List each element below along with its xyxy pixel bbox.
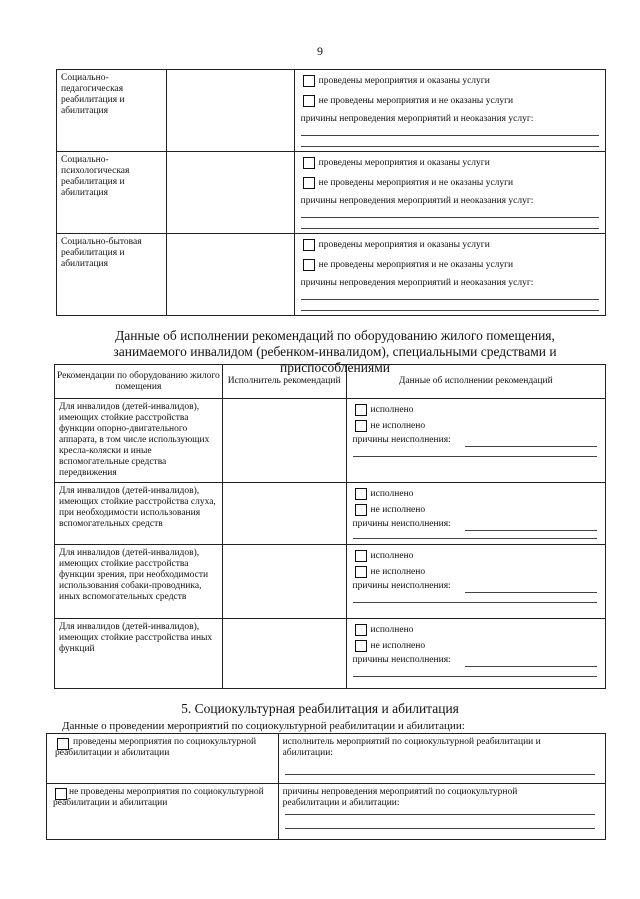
fill-line[interactable] [465, 666, 597, 667]
table-row [57, 70, 606, 152]
fill-line[interactable] [353, 602, 597, 603]
fill-line[interactable] [465, 530, 597, 531]
done-label: исполнено [370, 405, 414, 415]
header-executor: Исполнитель рекомендаций [222, 365, 346, 399]
not-done-checkbox[interactable] [303, 95, 315, 107]
reasons-label: причины непроведения мероприятий и неоказания услуг: [300, 114, 534, 124]
page-number: 9 [317, 44, 323, 58]
table-row [47, 734, 606, 784]
fill-line[interactable] [285, 814, 595, 815]
done-label: исполнено [370, 551, 414, 561]
section5-subtitle: Данные о проведении мероприятий по социокультурной реабилитации и абилитации: [62, 720, 465, 732]
not-done-label: не исполнено [370, 505, 426, 515]
fill-line[interactable] [301, 146, 599, 147]
equipment-heading: Данные об исполнении рекомендаций по оборудованию жилого помещения, занимаемого инвалидом (ребенком-инвалидом), специальными средствами и приспособлениями [113, 328, 557, 375]
fill-line[interactable] [465, 446, 597, 447]
fill-line[interactable] [301, 217, 599, 218]
equipment-label: Для инвалидов (детей-инвалидов), имеющих стойкие расстройства функции зрения, при необходимости использования собаки-проводника, иных вспомогательных средств [59, 548, 209, 602]
done-checkbox[interactable] [355, 550, 367, 562]
fill-line[interactable] [301, 299, 599, 300]
done-label: проведены мероприятия и оказаны услуги [318, 76, 490, 86]
done-checkbox[interactable] [355, 488, 367, 500]
table-row [47, 784, 606, 840]
not-done-checkbox[interactable] [355, 504, 367, 516]
done-checkbox[interactable] [303, 157, 315, 169]
not-done-label: не проведены мероприятия по социокультурной реабилитации и абилитации [53, 787, 264, 808]
reasons-label: причины непроведения мероприятий по социокультурной реабилитации и абилитации: [282, 787, 518, 808]
reasons-label: причины неисполнения: [352, 581, 451, 591]
not-done-checkbox[interactable] [355, 420, 367, 432]
done-checkbox[interactable] [355, 624, 367, 636]
not-done-checkbox[interactable] [355, 566, 367, 578]
rehab-table [56, 69, 606, 316]
not-done-checkbox[interactable] [303, 259, 315, 271]
table-row [55, 545, 606, 619]
fill-line[interactable] [285, 774, 595, 775]
fill-line[interactable] [285, 828, 595, 829]
equipment-label: Для инвалидов (детей-инвалидов), имеющих стойкие расстройства функции опорно-двигательного аппарата, в том числе использующих кресла-коляски и иные вспомогательные средства передвижения [59, 402, 210, 478]
done-label: проведены мероприятия по социокультурной реабилитации и абилитации [55, 737, 257, 758]
not-done-checkbox[interactable] [303, 177, 315, 189]
done-label: проведены мероприятия и оказаны услуги [318, 240, 490, 250]
table-row [55, 399, 606, 483]
done-label: исполнено [370, 489, 414, 499]
fill-line[interactable] [301, 310, 599, 311]
fill-line[interactable] [465, 592, 597, 593]
rehab-label: Социально-педагогическая реабилитация и абилитация [61, 73, 125, 116]
fill-line[interactable] [301, 135, 599, 136]
not-done-label: не исполнено [370, 641, 426, 651]
reasons-label: причины непроведения мероприятий и неоказания услуг: [300, 196, 534, 206]
done-label: исполнено [370, 625, 414, 635]
fill-line[interactable] [353, 538, 597, 539]
not-done-label: не исполнено [370, 421, 426, 431]
not-done-checkbox[interactable] [355, 640, 367, 652]
done-checkbox[interactable] [303, 75, 315, 87]
done-checkbox[interactable] [355, 404, 367, 416]
table-row [57, 152, 606, 234]
table-row [55, 619, 606, 689]
table-row [57, 234, 606, 316]
equipment-label: Для инвалидов (детей-инвалидов), имеющих стойкие расстройства иных функций [59, 622, 213, 654]
reasons-label: причины непроведения мероприятий и неоказания услуг: [300, 278, 534, 288]
table-header-row [55, 365, 606, 399]
done-checkbox[interactable] [303, 239, 315, 251]
not-done-label: не проведены мероприятия и не оказаны услуги [318, 260, 514, 270]
fill-line[interactable] [353, 676, 597, 677]
section5-title: 5. Социокультурная реабилитация и абилитация [181, 701, 459, 716]
header-execution-data: Данные об исполнении рекомендаций [346, 365, 605, 399]
equipment-label: Для инвалидов (детей-инвалидов), имеющих стойкие расстройства слуха, при необходимости использования вспомогательных средств [59, 486, 216, 529]
equipment-table [54, 364, 606, 689]
header-recommendations: Рекомендации по оборудованию жилого помещения [55, 365, 223, 399]
fill-line[interactable] [301, 228, 599, 229]
rehab-label: Социально-психологическая реабилитация и абилитация [61, 155, 130, 198]
reasons-label: причины неисполнения: [352, 519, 451, 529]
executor-label: исполнитель мероприятий по социокультурной реабилитации и абилитации: [282, 737, 541, 758]
reasons-label: причины неисполнения: [352, 435, 451, 445]
rehab-label: Социально-бытовая реабилитация и абилитация [61, 237, 142, 269]
table-row [55, 483, 606, 545]
reasons-label: причины неисполнения: [352, 655, 451, 665]
not-done-label: не проведены мероприятия и не оказаны услуги [318, 96, 514, 106]
section5-table [46, 733, 606, 840]
not-done-label: не исполнено [370, 567, 426, 577]
fill-line[interactable] [353, 456, 597, 457]
not-done-label: не проведены мероприятия и не оказаны услуги [318, 178, 514, 188]
done-label: проведены мероприятия и оказаны услуги [318, 158, 490, 168]
